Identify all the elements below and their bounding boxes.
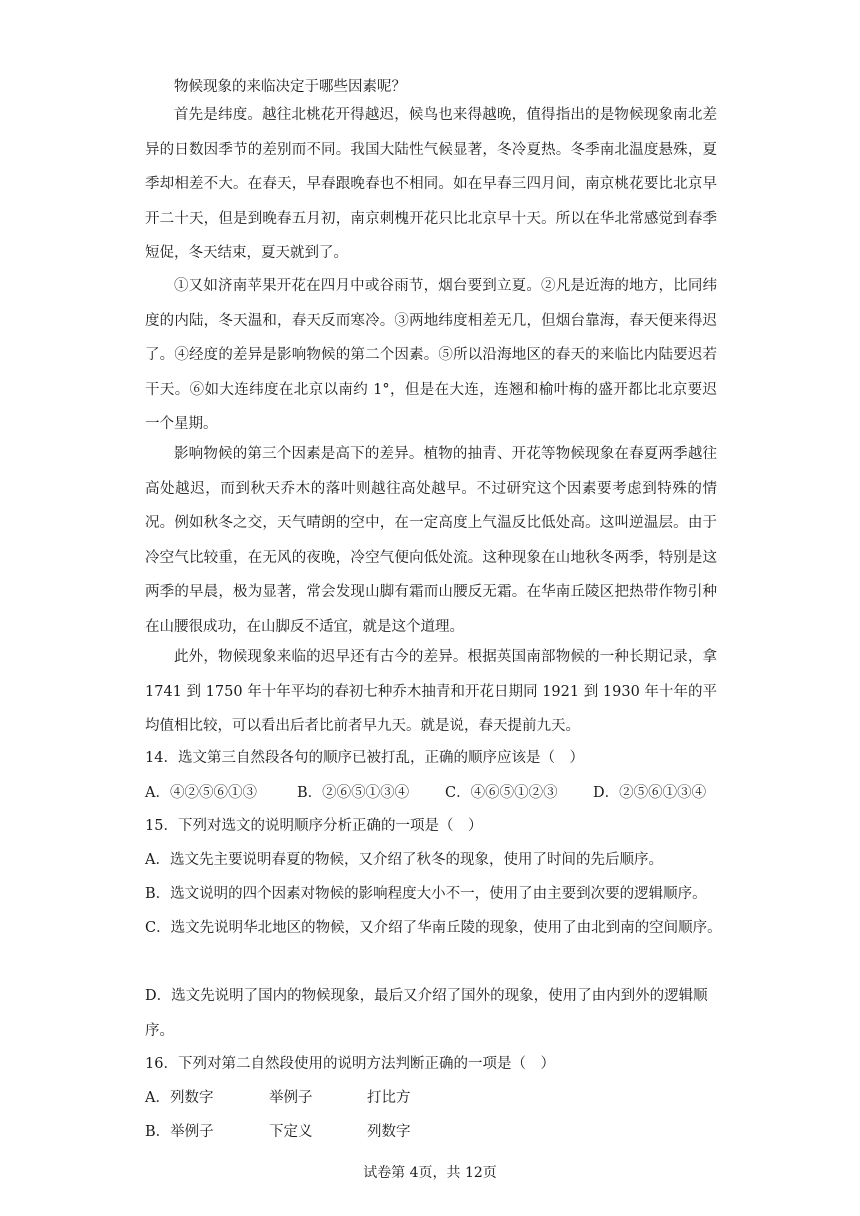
question-14-stem: 14．选文第三自然段各句的顺序已被打乱，正确的顺序应该是（ ）: [145, 750, 584, 766]
question-16-option-a-item-2: 举例子: [269, 1090, 313, 1106]
passage-paragraph-longitude: ①又如济南苹果开花在四月中或谷雨节，烟台要到立夏。②凡是近海的地方，比同纬度的内陆，冬天温和，春天反而寒冷。③两地纬度相差无几，但烟台靠海，春天便来得迟了。④经度的差异是影响物候的第二个因素。⑤所以沿海地区的春天的来临比内陆要迟若干天。⑥如大连纬度在北京以南约 1°，但是在大连，连翘和榆叶梅的盛开都比北京要迟一个星期。: [145, 278, 717, 432]
question-14-option-c: C．④⑥⑤①②③: [445, 785, 558, 801]
question-15-stem: 15．下列对选文的说明顺序分析正确的一项是（ ）: [145, 818, 483, 834]
question-16-option-a-item-1: A．列数字: [145, 1090, 214, 1106]
question-16-option-b-item-2: 下定义: [269, 1124, 313, 1140]
passage-paragraph-ancient-modern: 此外，物候现象来临的迟早还有古今的差异。根据英国南部物候的一种长期记录，拿 1741 到 1750 年十年平均的春初七种乔木抽青和开花日期同 1921 到 1930 年十年的平均值相比较，可以看出后者比前者早九天。就是说，春天提前九天。: [145, 649, 717, 734]
question-15-option-b: B．选文说明的四个因素对物候的影响程度大小不一，使用了由主要到次要的逻辑顺序。: [145, 886, 707, 902]
question-15-option-d: D．选文先说明了国内的物候现象，最后又介绍了国外的现象，使用了由内到外的逻辑顺序。: [145, 988, 708, 1039]
question-16-option-a-item-3: 打比方: [367, 1090, 411, 1106]
passage-paragraph-latitude: 首先是纬度。越往北桃花开得越迟，候鸟也来得越晚，值得指出的是物候现象南北差异的日数因季节的差别而不同。我国大陆性气候显著，冬冷夏热。冬季南北温度悬殊，夏季却相差不大。在春天，早春跟晚春也不相同。如在早春三四月间，南京桃花要比北京早开二十天，但是到晚春五月初，南京刺槐开花只比北京早十天。所以在华北常感觉到春季短促，冬天结束，夏天就到了。: [145, 107, 717, 261]
question-14-option-a: A．④②⑤⑥①③: [145, 785, 257, 801]
question-15-option-a: A．选文先主要说明春夏的物候，又介绍了秋冬的现象，使用了时间的先后顺序。: [145, 852, 663, 868]
question-16-option-b-item-3: 列数字: [367, 1124, 411, 1140]
question-16-stem: 16．下列对第二自然段使用的说明方法判断正确的一项是（ ）: [145, 1056, 555, 1072]
question-16-option-b-item-1: B．举例子: [145, 1124, 214, 1140]
passage-paragraph-altitude: 影响物候的第三个因素是高下的差异。植物的抽青、开花等物候现象在春夏两季越往高处越迟，而到秋天乔木的落叶则越往高处越早。不过研究这个因素要考虑到特殊的情况。例如秋冬之交，天气晴朗的空中，在一定高度上气温反比低处高。这叫逆温层。由于冷空气比较重，在无风的夜晚，冷空气便向低处流。这种现象在山地秋冬两季，特别是这两季的早晨，极为显著，常会发现山脚有霜而山腰反无霜。在华南丘陵区把热带作物引种在山腰很成功，在山脚反不适宜，就是这个道理。: [145, 446, 717, 635]
page-footer: 试卷第 4页，共 12页: [363, 1165, 497, 1181]
question-15-option-c: C．选文先说明华北地区的物候，又介绍了华南丘陵的现象，使用了由北到南的空间顺序。: [145, 920, 722, 936]
passage-question-line: 物候现象的来临决定于哪些因素呢？: [174, 79, 406, 95]
question-14-option-b: B．②⑥⑤①③④: [297, 785, 410, 801]
question-14-option-d: D．②⑤⑥①③④: [593, 785, 707, 801]
